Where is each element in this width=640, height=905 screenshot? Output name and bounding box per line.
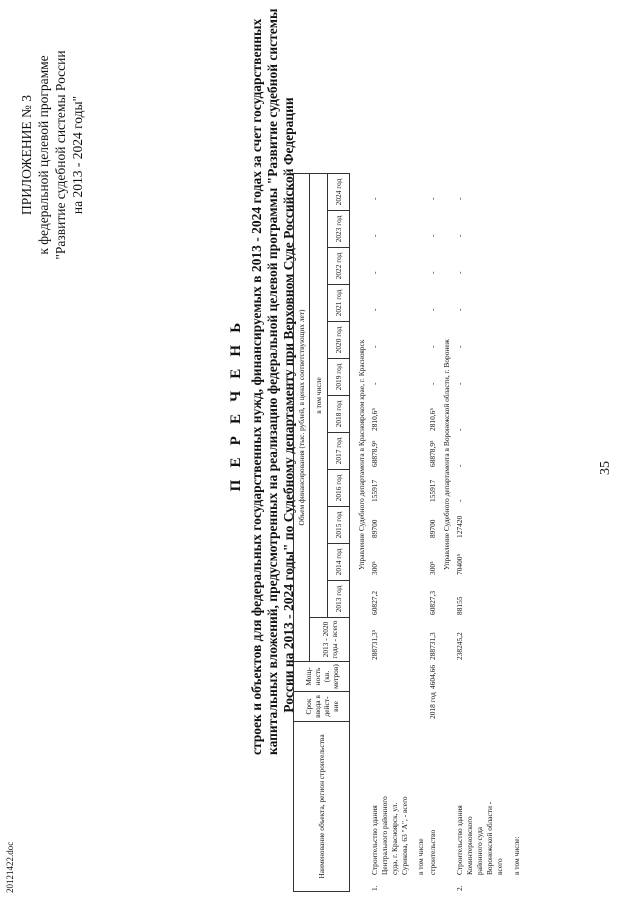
header-deadline: Срок ввода в дейст-вие <box>294 692 350 722</box>
row-label: в том числе: <box>512 836 521 875</box>
appendix-line: ПРИЛОЖЕНИЕ № 3 <box>19 94 34 216</box>
heading-line: капитальных вложений, предусмотренных на реализацию федеральной целевой программы "Развитие судебной системы <box>265 8 280 755</box>
row-total: 288731,3⁵ <box>370 629 379 660</box>
row-label: строительство <box>428 829 437 875</box>
cell-value: 127420 <box>455 515 464 538</box>
cell-value: - <box>455 428 464 431</box>
cell-value: 88155 <box>455 596 464 615</box>
row-capacity: 4604,66 <box>428 664 437 689</box>
cell-value: 70400⁵ <box>455 553 464 575</box>
cell-value: 89700 <box>428 519 437 538</box>
row-total: 238245,2 <box>455 632 464 660</box>
cell-value: - <box>455 499 464 502</box>
row-name-line: Строительство здания <box>455 805 464 875</box>
header-year: 2022 год <box>328 248 350 285</box>
header-year: 2018 год <box>328 396 350 433</box>
cell-value: - <box>455 382 464 385</box>
cell-value: - <box>370 308 379 311</box>
header-year: 2020 год <box>328 322 350 359</box>
cell-value: - <box>370 234 379 237</box>
cell-value: - <box>370 197 379 200</box>
cell-value: 60827,3 <box>428 590 437 615</box>
cell-value: 68878,9⁵ <box>428 440 437 467</box>
row-name-line: Строительство здания <box>370 805 379 875</box>
header-year: 2013 год <box>328 581 350 618</box>
cell-value: 300⁵ <box>428 561 437 575</box>
row-name-line: суда, г. Красноярск, ул. <box>390 802 399 875</box>
header-year: 2019 год <box>328 359 350 396</box>
cell-value: 68878,9⁵ <box>370 440 379 467</box>
header-year: 2023 год <box>328 211 350 248</box>
heading-line: строек и объектов для федеральных государственных нужд, финансируемых в 2013 - 2024 годах за счет государственных <box>249 18 264 755</box>
cell-value: 155917 <box>370 479 379 502</box>
row-name-line: Воронежской области - <box>485 801 494 875</box>
section-title: Управление Судебного департамента в Воронежской области, г. Воронеж <box>442 339 451 570</box>
header-name: Наименование объекта, регион строительства <box>294 722 350 892</box>
cell-value: - <box>370 271 379 274</box>
cell-value: - <box>428 197 437 200</box>
cell-value: - <box>455 234 464 237</box>
cell-value: 2810,6⁵ <box>370 408 379 431</box>
page-number: 35 <box>598 461 613 475</box>
appendix-line: к федеральной целевой программе <box>36 55 51 255</box>
header-total: 2013 - 2020 годы - всего <box>310 618 350 662</box>
row-deadline: 2018 год <box>428 692 437 719</box>
document-title: П Е Р Е Ч Е Н Ь <box>228 318 244 492</box>
header-year: 2015 год <box>328 507 350 544</box>
appendix-line: "Развитие судебной системы России <box>53 50 68 260</box>
cell-value: - <box>370 345 379 348</box>
cell-value: 2810,6⁵ <box>428 408 437 431</box>
row-name-line: Коминтерновского <box>465 816 474 875</box>
header-year: 2017 год <box>328 433 350 470</box>
heading-line: России на 2013 - 2024 годы" по Судебному департаменту при Верховном Суде Российской Федерации <box>281 97 296 713</box>
section-title: Управление Судебного департамента в Красноярском крае, г. Красноярск <box>357 339 366 570</box>
cell-value: - <box>455 308 464 311</box>
row-name-line: Центрального районного <box>380 796 389 875</box>
cell-value: - <box>428 308 437 311</box>
cell-value: 89700 <box>370 519 379 538</box>
cell-value: - <box>428 382 437 385</box>
cell-value: 60827,2 <box>370 590 379 615</box>
header-including: в том числе <box>310 174 328 618</box>
header-year: 2024 год <box>328 174 350 211</box>
cell-value: - <box>428 345 437 348</box>
row-number: 2. <box>455 885 464 891</box>
cell-value: - <box>428 271 437 274</box>
cell-value: - <box>455 271 464 274</box>
cell-value: 155917 <box>428 479 437 502</box>
appendix-line: на 2013 - 2024 годы" <box>70 95 85 215</box>
row-name-line: всего <box>495 858 504 875</box>
header-capacity: Мощ-ность (кв. метров) <box>294 662 350 692</box>
cell-value: - <box>455 197 464 200</box>
row-name-line: Сурикова, 63 "А", - всего <box>400 796 409 875</box>
cell-value: - <box>370 382 379 385</box>
file-name-footer: 20121422.doc <box>5 841 15 893</box>
header-year: 2016 год <box>328 470 350 507</box>
cell-value: 300⁵ <box>370 561 379 575</box>
row-total: 288731,3 <box>428 632 437 660</box>
cell-value: - <box>455 464 464 467</box>
cell-value: - <box>455 345 464 348</box>
row-label: в том числе <box>416 838 425 875</box>
header-year: 2014 год <box>328 544 350 581</box>
header-funding: Объем финансирования (тыс. рублей, в ценах соответствующих лет) <box>294 174 310 662</box>
row-number: 1. <box>370 885 379 891</box>
cell-value: - <box>428 234 437 237</box>
header-year: 2021 год <box>328 285 350 322</box>
row-name-line: районного суда <box>475 826 484 875</box>
